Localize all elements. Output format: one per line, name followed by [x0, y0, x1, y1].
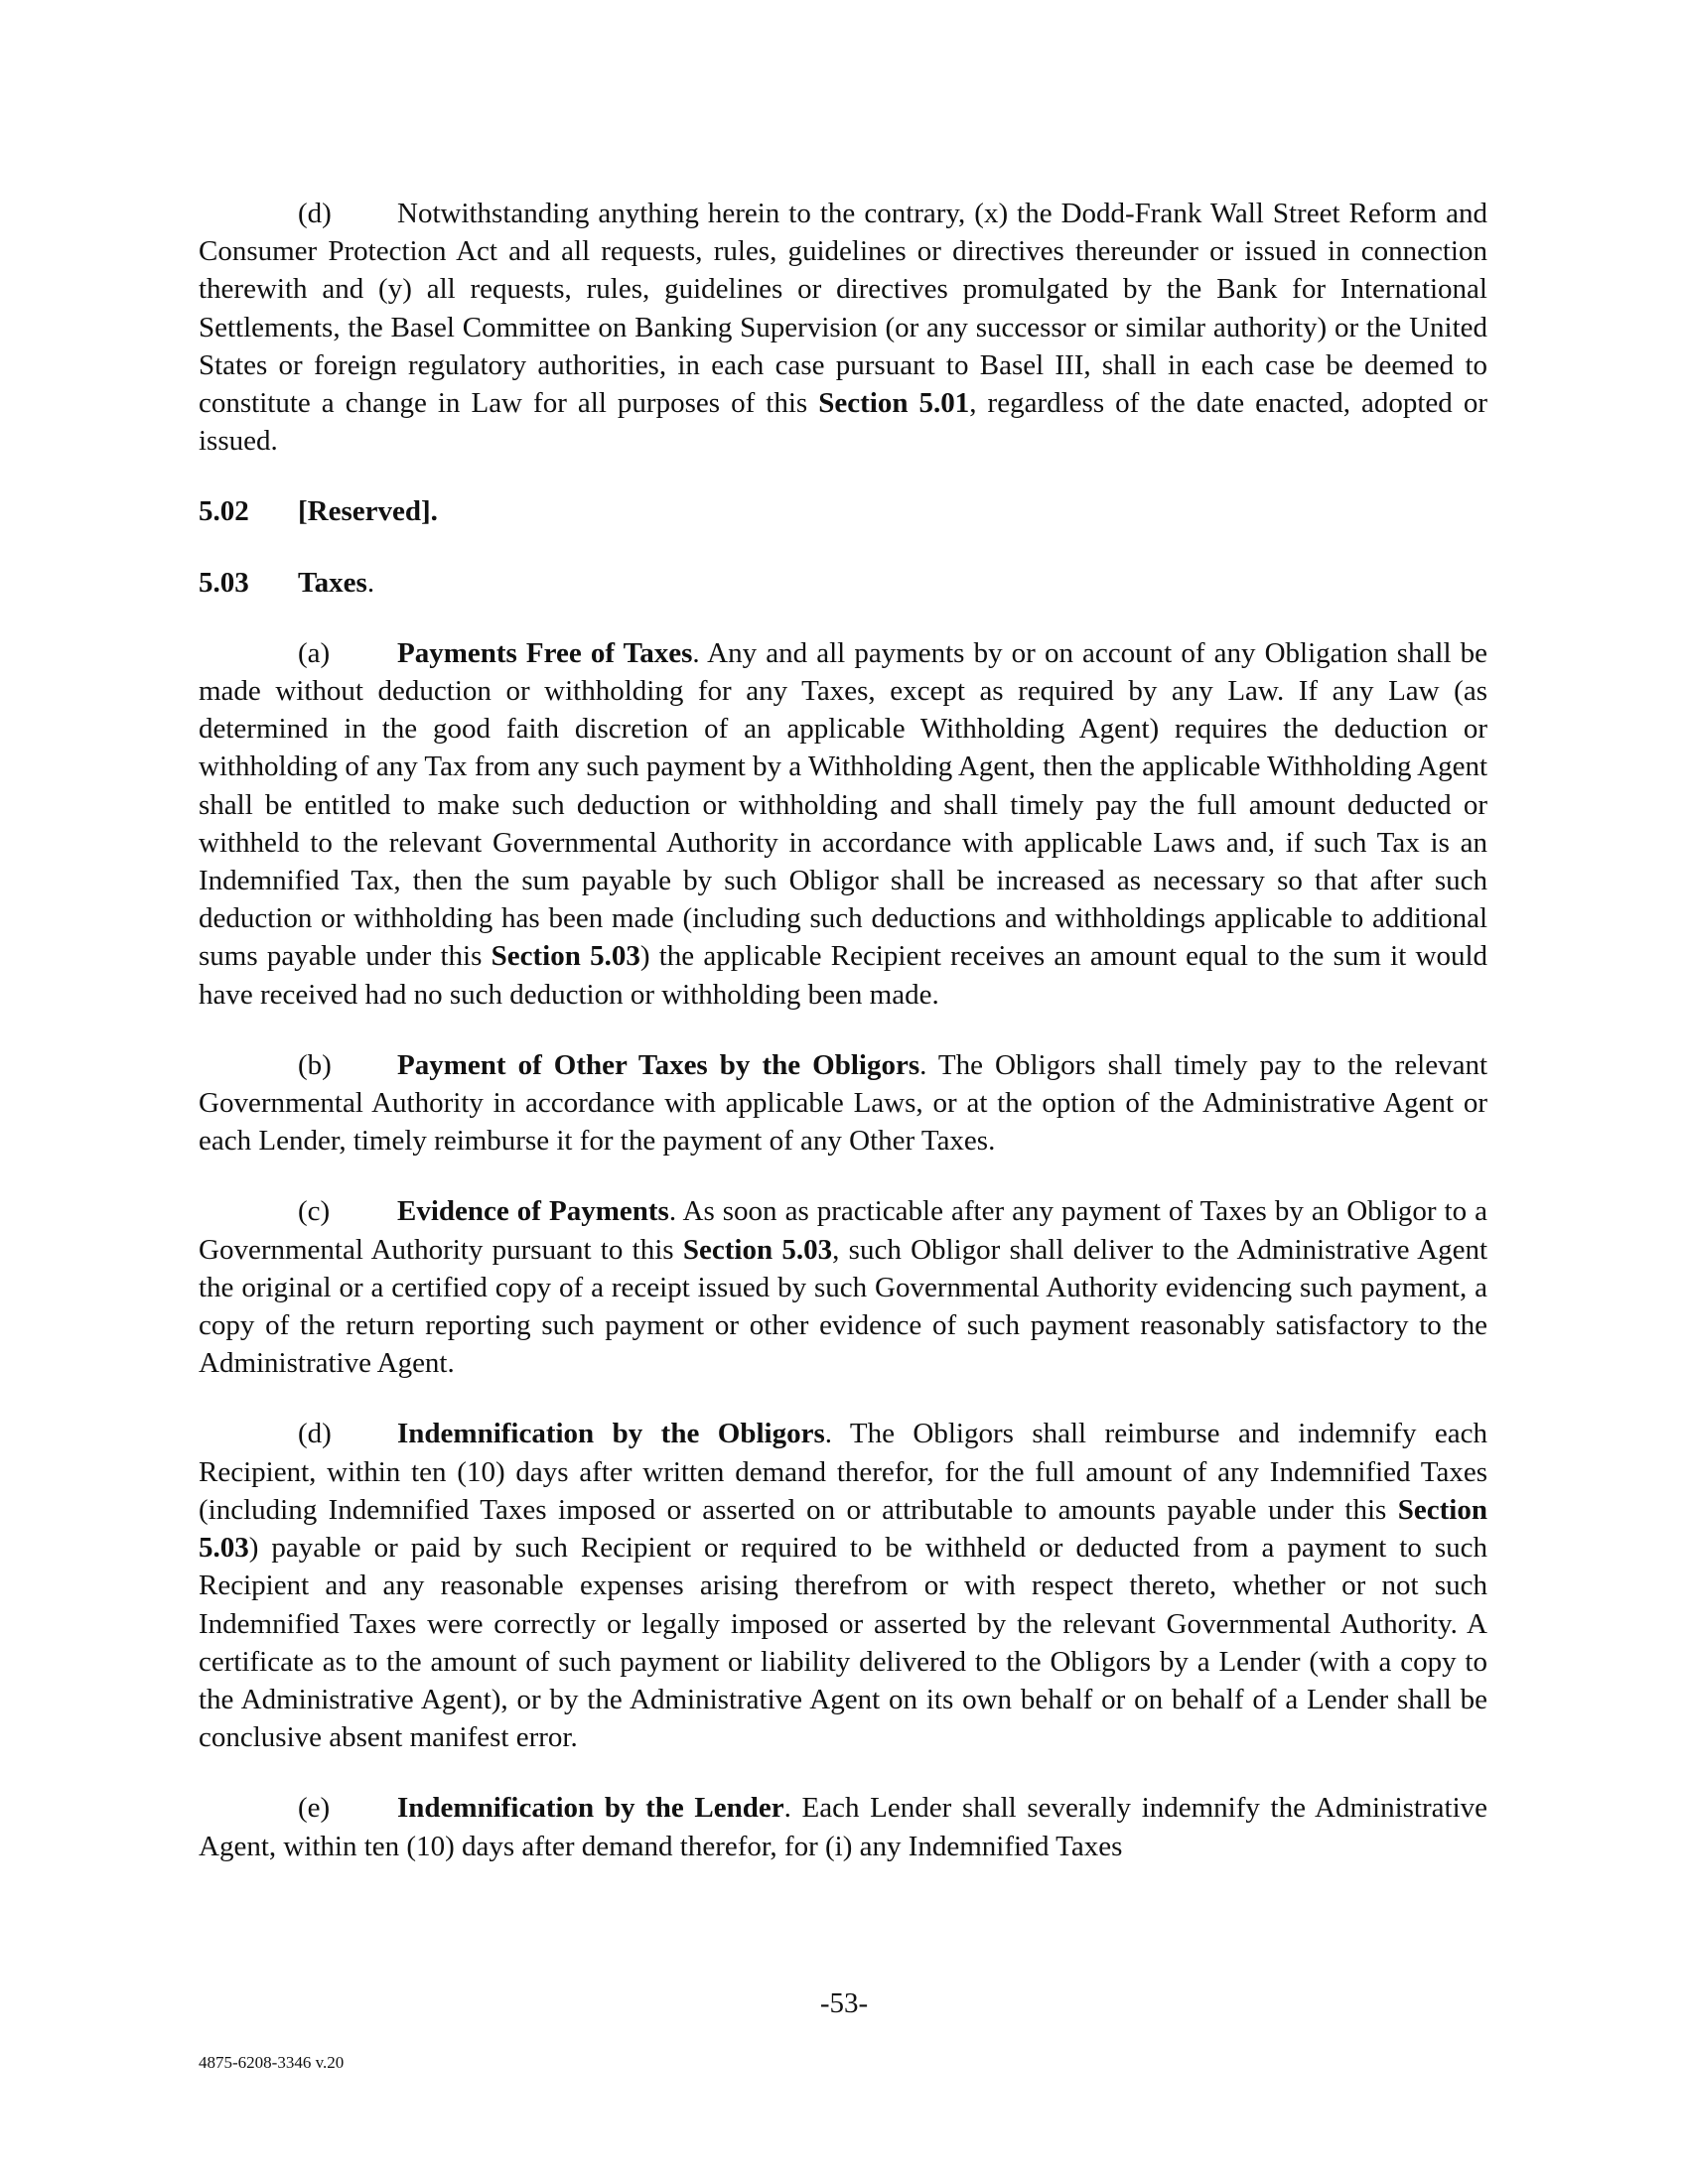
paragraph-5-03-a [199, 634, 1487, 1014]
paragraph-text: . Each Lender shall severally indemnify the Administrative Agent, within ten (10) days after demand therefor, for (i) any Indemnified Taxes [199, 1792, 1487, 1862]
paragraph-heading: Indemnification by the Lender [397, 1792, 784, 1825]
paragraph-text: ) payable or paid by such Recipient or required to be withheld or deducted from a payment to such Recipient and any reasonable expenses arising therefrom or with respect thereto, whether or not such Indemnified Taxes were correctly or legally imposed or asserted by the relevant Governmental Authority. A certificate as to the amount of such payment or liability delivered to the Obligors by a Lender (with a copy to the Administrative Agent), or by the Administrative Agent on its own behalf or on behalf of a Lender shall be conclusive absent manifest error. [199, 1532, 1487, 1754]
section-reference: Section 5.03 [199, 1493, 1487, 1565]
paragraph-label: (d) [298, 198, 332, 229]
section-reference: Section 5.03 [682, 1233, 833, 1266]
paragraph-heading: Indemnification by the Obligors [397, 1418, 825, 1450]
paragraph-heading: Evidence of Payments [397, 1195, 669, 1228]
page-number: -53- [819, 1987, 869, 2019]
paragraph-text: . The Obligors shall timely pay to the relevant Governmental Authority in accordance with applicable Laws, or at the option of the Administrative Agent or each Lender, timely reimburse it for the payment of any Other Taxes. [199, 1048, 1487, 1158]
paragraph-text: . The Obligors shall reimburse and indemnify each Recipient, within ten (10) days after written demand therefor, for the full amount of any Indemnified Taxes (including Indemnified Taxes imposed or asserted on or attributable to amounts payable under this [199, 1418, 1487, 1526]
paragraph-text: Notwithstanding anything herein to the contrary, (x) the Dodd-Frank Wall Street Reform and Consumer Protection Act and all requests, rules, guidelines or directives thereunder or issued in connection therewith and (y) all requests, rules, guidelines or directives promulgated by the Bank for International Settlements, the Basel Committee on Banking Supervision (or any successor or similar authority) or the United States or foreign regulatory authorities, in each case pursuant to Basel III, shall in each case be deemed to constitute a change in Law for all purposes of this [199, 198, 1487, 420]
document-id: 4875-6208-3346 v.20 [199, 2053, 345, 2072]
section-number: 5.03 [199, 566, 249, 599]
paragraph-label: (e) [298, 1792, 331, 1825]
paragraph-label: (a) [298, 636, 331, 669]
section-heading-5-03 [199, 564, 1487, 602]
paragraph-label: (b) [298, 1048, 332, 1081]
section-number: 5.02 [199, 495, 249, 528]
section-title-suffix: . [366, 566, 375, 599]
paragraph-text: , regardless of the date enacted, adopted or issued. [199, 387, 1487, 458]
paragraph-label: (d) [298, 1418, 332, 1450]
paragraph-text: , such Obligor shall deliver to the Administrative Agent the original or a certified copy of a receipt issued by such Governmental Authority evidencing such payment, a copy of the return reporting such payment or other evidence of such payment reasonably satisfactory to the Administrative Agent. [199, 1233, 1488, 1380]
paragraph-heading: Payment of Other Taxes by the Obligors [397, 1048, 920, 1081]
paragraph-5-03-e [199, 1789, 1487, 1864]
paragraph-5-03-d [199, 1415, 1487, 1756]
section-title-suffix: . [430, 495, 438, 528]
paragraph-text: . Any and all payments by or on account of any Obligation shall be made without deduction or withholding for any Taxes, except as required by any Law. If any Law (as determined in the good faith discretion of an applicable Withholding Agent) requires the deduction or withholding of any Tax from any such payment by a Withholding Agent, then the applicable Withholding Agent shall be entitled to make such deduction or withholding and shall timely pay the full amount deducted or withheld to the relevant Governmental Authority in accordance with applicable Laws and, if such Tax is an Indemnified Tax, then the sum payable by such Obligor shall be increased as necessary so that after such deduction or withholding has been made (including such deductions and withholdings applicable to additional sums payable under this [199, 636, 1488, 973]
paragraph-label: (c) [298, 1195, 331, 1228]
section-title: Taxes [298, 566, 367, 599]
paragraph-text: ) the applicable Recipient receives an amount equal to the sum it would have received had no such deduction or withholding been made. [199, 940, 1488, 1011]
paragraph-5-01-d [199, 195, 1487, 460]
section-reference: Section 5.01 [818, 387, 970, 420]
document-body [199, 195, 1487, 1898]
paragraph-heading: Payments Free of Taxes [397, 636, 693, 669]
paragraph-5-03-c [199, 1192, 1487, 1382]
paragraph-5-03-b [199, 1046, 1487, 1160]
section-reference: Section 5.03 [491, 940, 640, 973]
paragraph-text: . As soon as practicable after any payment of Taxes by an Obligor to a Governmental Authority pursuant to this [199, 1195, 1487, 1266]
section-heading-5-02 [199, 492, 1487, 530]
section-title: [Reserved] [298, 495, 431, 528]
